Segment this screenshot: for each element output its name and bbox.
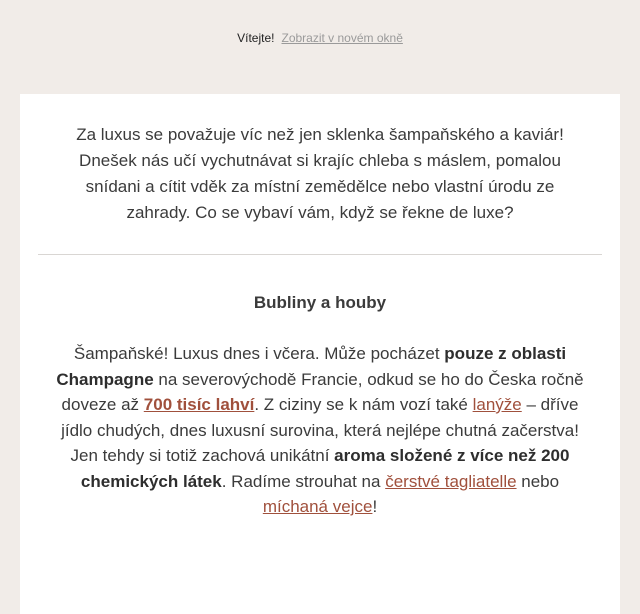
view-in-browser-link[interactable]: Zobrazit v novém okně [281, 31, 403, 45]
text-segment: . Z ciziny se k nám vozí také [254, 395, 473, 414]
text-segment: ! [372, 497, 378, 516]
greeting-text: Vítejte! [237, 31, 275, 45]
link-700k-bottles[interactable]: 700 tisíc lahví [143, 395, 255, 414]
text-segment: . Radíme strouhat na [221, 471, 386, 491]
intro-paragraph: Za luxus se považuje víc než jen sklenka šampaňského a kaviár! Dnešek nás učí vychutnávat si krajíc chleba s máslem, pomalou snídani a cítit vděk za místní zemědělce nebo vlastní úrodu ze zahrady. Co se vybaví vám, když se řekne de luxe? [76, 125, 564, 222]
preheader [0, 0, 640, 76]
link-fresh-tagliatelle[interactable]: čerstvé tagliatelle [385, 471, 517, 491]
link-scrambled-eggs[interactable]: míchaná vejce [262, 497, 373, 516]
text-segment: – dříve jídlo chudých, dnes luxusní surovina, která nejlépe chutná začerstva! Jen tehdy si totiž zachová unikátní [61, 395, 579, 465]
section-paragraph [54, 341, 586, 520]
bold-aroma: aroma složené z více než 200 chemických látek [80, 446, 570, 491]
bold-champagne-origin: pouze z oblasti Champagne [56, 344, 567, 389]
email-content-card [20, 94, 620, 614]
link-truffles[interactable]: lanýže [472, 395, 522, 414]
text-segment: Šampaňské! Luxus dnes i včera. Může pocházet [73, 344, 445, 363]
section-heading: Bubliny a houby [253, 293, 387, 312]
text-segment: na severovýchodě Francie, odkud se ho do Česka ročně doveze až [61, 369, 584, 414]
section-divider [38, 254, 602, 255]
text-segment: nebo [516, 471, 560, 491]
